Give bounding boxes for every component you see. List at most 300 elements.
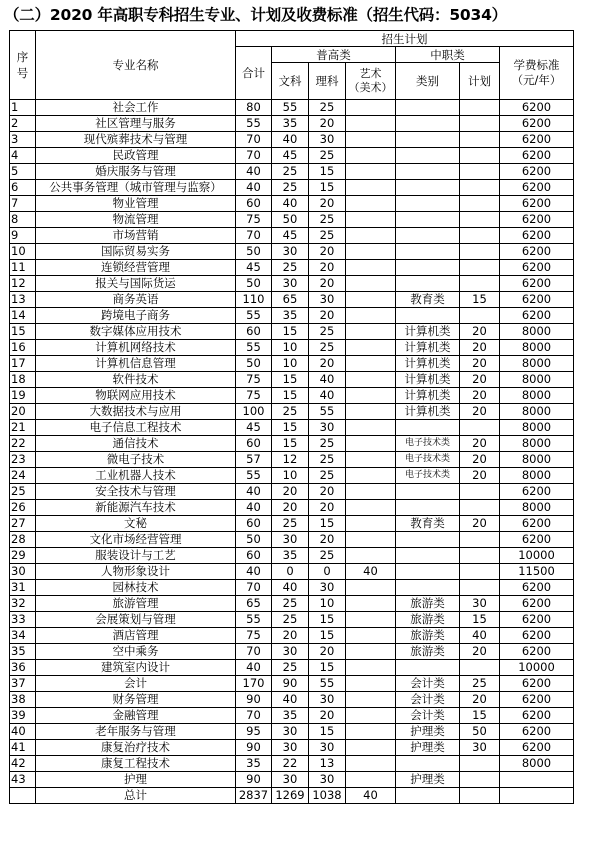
cell-category	[396, 276, 460, 292]
cell-major: 会计	[36, 676, 236, 692]
cell-voc-plan	[460, 132, 500, 148]
table-row	[10, 660, 574, 676]
cell-seq: 24	[10, 468, 36, 484]
cell-voc-plan	[460, 420, 500, 436]
cell-category	[396, 756, 460, 772]
table-row	[10, 388, 574, 404]
cell-category	[396, 580, 460, 596]
cell-major: 文秘	[36, 516, 236, 532]
cell-liberal: 10	[272, 468, 309, 484]
cell-total: 55	[236, 340, 272, 356]
cell-total: 90	[236, 772, 272, 788]
cell-seq	[10, 788, 36, 804]
cell-liberal: 45	[272, 148, 309, 164]
cell-seq: 31	[10, 580, 36, 596]
cell-total: 60	[236, 436, 272, 452]
cell-major: 酒店管理	[36, 628, 236, 644]
cell-fee: 8000	[500, 452, 574, 468]
cell-science: 15	[309, 724, 346, 740]
cell-science: 25	[309, 212, 346, 228]
cell-art	[346, 148, 396, 164]
table-row	[10, 532, 574, 548]
cell-science: 30	[309, 580, 346, 596]
cell-liberal: 40	[272, 132, 309, 148]
cell-art	[346, 580, 396, 596]
cell-major: 数字媒体应用技术	[36, 324, 236, 340]
cell-science: 30	[309, 692, 346, 708]
cell-art	[346, 452, 396, 468]
cell-science: 20	[309, 356, 346, 372]
cell-voc-plan	[460, 756, 500, 772]
table-row	[10, 548, 574, 564]
cell-seq: 3	[10, 132, 36, 148]
cell-art	[346, 692, 396, 708]
table-row	[10, 452, 574, 468]
cell-art	[346, 228, 396, 244]
cell-art	[346, 548, 396, 564]
cell-liberal: 15	[272, 388, 309, 404]
cell-voc-plan	[460, 660, 500, 676]
cell-category: 会计类	[396, 676, 460, 692]
cell-seq: 36	[10, 660, 36, 676]
cell-voc-plan	[460, 484, 500, 500]
cell-liberal: 12	[272, 452, 309, 468]
table-row	[10, 116, 574, 132]
cell-art: 40	[346, 564, 396, 580]
cell-total: 70	[236, 644, 272, 660]
table-row	[10, 324, 574, 340]
cell-seq: 17	[10, 356, 36, 372]
cell-category: 护理类	[396, 724, 460, 740]
header-voc-plan: 计划	[460, 63, 500, 100]
cell-fee: 6200	[500, 148, 574, 164]
cell-fee: 6200	[500, 292, 574, 308]
cell-fee: 6200	[500, 628, 574, 644]
table-row	[10, 228, 574, 244]
cell-major: 微电子技术	[36, 452, 236, 468]
cell-voc-plan: 20	[460, 388, 500, 404]
cell-seq: 32	[10, 596, 36, 612]
cell-art	[346, 660, 396, 676]
cell-total: 70	[236, 148, 272, 164]
cell-seq: 6	[10, 180, 36, 196]
cell-total: 95	[236, 724, 272, 740]
cell-total: 75	[236, 212, 272, 228]
cell-total: 50	[236, 276, 272, 292]
cell-total: 55	[236, 116, 272, 132]
table-row	[10, 260, 574, 276]
cell-science: 20	[309, 308, 346, 324]
cell-art	[346, 244, 396, 260]
cell-major: 服装设计与工艺	[36, 548, 236, 564]
cell-art	[346, 372, 396, 388]
cell-science: 15	[309, 180, 346, 196]
cell-major: 商务英语	[36, 292, 236, 308]
cell-liberal: 35	[272, 548, 309, 564]
cell-major: 国际贸易实务	[36, 244, 236, 260]
cell-category: 教育类	[396, 516, 460, 532]
cell-voc-plan: 20	[460, 404, 500, 420]
table-row	[10, 612, 574, 628]
cell-fee: 8000	[500, 756, 574, 772]
cell-category: 电子技术类	[396, 452, 460, 468]
cell-science: 20	[309, 532, 346, 548]
cell-fee: 6200	[500, 228, 574, 244]
header-seq: 序 号	[10, 31, 36, 100]
header-general: 普高类	[272, 47, 396, 63]
cell-science: 20	[309, 276, 346, 292]
cell-total: 35	[236, 756, 272, 772]
cell-seq: 11	[10, 260, 36, 276]
cell-fee: 10000	[500, 548, 574, 564]
cell-art	[346, 132, 396, 148]
cell-fee: 10000	[500, 660, 574, 676]
table-row	[10, 676, 574, 692]
cell-fee: 6200	[500, 132, 574, 148]
cell-liberal: 10	[272, 340, 309, 356]
cell-fee: 6200	[500, 740, 574, 756]
cell-voc-plan	[460, 500, 500, 516]
cell-fee: 6200	[500, 308, 574, 324]
cell-major: 跨境电子商务	[36, 308, 236, 324]
cell-liberal: 15	[272, 436, 309, 452]
cell-major: 公共事务管理（城市管理与监察）	[36, 180, 236, 196]
cell-seq: 27	[10, 516, 36, 532]
cell-art	[346, 100, 396, 116]
table-row	[10, 580, 574, 596]
cell-seq: 40	[10, 724, 36, 740]
cell-fee: 8000	[500, 468, 574, 484]
cell-voc-plan: 40	[460, 628, 500, 644]
cell-major: 文化市场经营管理	[36, 532, 236, 548]
cell-science: 13	[309, 756, 346, 772]
cell-total: 70	[236, 228, 272, 244]
cell-category: 电子技术类	[396, 436, 460, 452]
cell-total: 75	[236, 388, 272, 404]
table-row	[10, 164, 574, 180]
cell-total: 57	[236, 452, 272, 468]
cell-liberal: 30	[272, 276, 309, 292]
cell-voc-plan	[460, 244, 500, 260]
cell-art	[346, 308, 396, 324]
cell-liberal: 30	[272, 724, 309, 740]
cell-art	[346, 596, 396, 612]
total-art: 40	[346, 788, 396, 804]
cell-voc-plan: 15	[460, 292, 500, 308]
header-liberal: 文科	[272, 63, 309, 100]
cell-category	[396, 148, 460, 164]
cell-voc-plan	[460, 788, 500, 804]
cell-science: 40	[309, 388, 346, 404]
cell-category	[396, 484, 460, 500]
cell-liberal: 30	[272, 772, 309, 788]
cell-liberal: 55	[272, 100, 309, 116]
total-liberal: 1269	[272, 788, 309, 804]
cell-category: 护理类	[396, 772, 460, 788]
cell-category: 电子技术类	[396, 468, 460, 484]
cell-science: 20	[309, 196, 346, 212]
cell-science: 0	[309, 564, 346, 580]
cell-major: 工业机器人技术	[36, 468, 236, 484]
cell-fee: 8000	[500, 500, 574, 516]
cell-voc-plan: 15	[460, 612, 500, 628]
cell-category: 计算机类	[396, 372, 460, 388]
enrollment-table	[9, 30, 574, 804]
cell-art	[346, 676, 396, 692]
table-row	[10, 436, 574, 452]
cell-voc-plan	[460, 276, 500, 292]
page-title: （二）2020 年高职专科招生专业、计划及收费标准（招生代码：5034）	[4, 6, 507, 24]
cell-art	[346, 292, 396, 308]
cell-voc-plan	[460, 228, 500, 244]
cell-total: 75	[236, 372, 272, 388]
cell-seq: 42	[10, 756, 36, 772]
cell-art	[346, 468, 396, 484]
cell-fee: 8000	[500, 420, 574, 436]
cell-seq: 18	[10, 372, 36, 388]
cell-science: 25	[309, 324, 346, 340]
cell-category	[396, 308, 460, 324]
header-fee: 学费标准 （元/年）	[500, 47, 574, 100]
cell-category	[396, 116, 460, 132]
cell-category	[396, 244, 460, 260]
cell-science: 25	[309, 340, 346, 356]
table-row	[10, 372, 574, 388]
cell-science: 30	[309, 420, 346, 436]
table-row	[10, 100, 574, 116]
cell-liberal: 25	[272, 404, 309, 420]
cell-major: 物流管理	[36, 212, 236, 228]
cell-art	[346, 500, 396, 516]
cell-liberal: 15	[272, 324, 309, 340]
cell-fee: 6200	[500, 596, 574, 612]
cell-total: 90	[236, 740, 272, 756]
cell-seq: 7	[10, 196, 36, 212]
table-row	[10, 756, 574, 772]
table-row	[10, 356, 574, 372]
cell-voc-plan: 30	[460, 740, 500, 756]
header-category: 类别	[396, 63, 460, 100]
cell-category	[396, 228, 460, 244]
cell-major: 民政管理	[36, 148, 236, 164]
cell-liberal: 25	[272, 660, 309, 676]
cell-liberal: 25	[272, 180, 309, 196]
cell-category: 旅游类	[396, 596, 460, 612]
cell-category	[396, 212, 460, 228]
total-science: 1038	[309, 788, 346, 804]
table-row	[10, 564, 574, 580]
cell-art	[346, 116, 396, 132]
cell-art	[346, 356, 396, 372]
cell-major: 大数据技术与应用	[36, 404, 236, 420]
table-row	[10, 404, 574, 420]
cell-major: 现代殡葬技术与管理	[36, 132, 236, 148]
cell-liberal: 35	[272, 116, 309, 132]
cell-science: 25	[309, 452, 346, 468]
cell-seq: 35	[10, 644, 36, 660]
cell-category	[396, 500, 460, 516]
cell-major: 市场营销	[36, 228, 236, 244]
cell-liberal: 50	[272, 212, 309, 228]
cell-major: 老年服务与管理	[36, 724, 236, 740]
cell-science: 15	[309, 628, 346, 644]
cell-seq: 16	[10, 340, 36, 356]
cell-liberal: 0	[272, 564, 309, 580]
cell-fee	[500, 772, 574, 788]
cell-major: 安全技术与管理	[36, 484, 236, 500]
cell-major: 旅游管理	[36, 596, 236, 612]
cell-total: 100	[236, 404, 272, 420]
cell-major: 人物形象设计	[36, 564, 236, 580]
cell-seq: 38	[10, 692, 36, 708]
cell-seq: 21	[10, 420, 36, 436]
cell-art	[346, 340, 396, 356]
cell-liberal: 15	[272, 420, 309, 436]
cell-fee: 8000	[500, 404, 574, 420]
cell-science: 20	[309, 244, 346, 260]
table-row	[10, 244, 574, 260]
cell-voc-plan: 20	[460, 372, 500, 388]
cell-liberal: 30	[272, 532, 309, 548]
table-row	[10, 148, 574, 164]
cell-art	[346, 404, 396, 420]
cell-major: 护理	[36, 772, 236, 788]
cell-science: 25	[309, 548, 346, 564]
cell-seq: 34	[10, 628, 36, 644]
cell-major: 新能源汽车技术	[36, 500, 236, 516]
table-row	[10, 308, 574, 324]
cell-voc-plan	[460, 548, 500, 564]
cell-voc-plan	[460, 772, 500, 788]
cell-liberal: 35	[272, 308, 309, 324]
cell-seq: 37	[10, 676, 36, 692]
cell-category	[396, 180, 460, 196]
cell-science: 55	[309, 676, 346, 692]
cell-fee: 6200	[500, 644, 574, 660]
cell-fee: 6200	[500, 196, 574, 212]
table-row	[10, 644, 574, 660]
cell-voc-plan	[460, 100, 500, 116]
cell-science: 55	[309, 404, 346, 420]
cell-voc-plan: 20	[460, 356, 500, 372]
cell-total: 75	[236, 628, 272, 644]
cell-total: 40	[236, 180, 272, 196]
cell-total: 70	[236, 132, 272, 148]
table-row	[10, 212, 574, 228]
cell-seq: 5	[10, 164, 36, 180]
cell-category	[396, 196, 460, 212]
cell-liberal: 40	[272, 692, 309, 708]
cell-total: 45	[236, 420, 272, 436]
cell-art	[346, 772, 396, 788]
cell-major: 通信技术	[36, 436, 236, 452]
cell-art	[346, 740, 396, 756]
cell-fee: 8000	[500, 436, 574, 452]
cell-art	[346, 532, 396, 548]
cell-seq: 25	[10, 484, 36, 500]
cell-total: 60	[236, 196, 272, 212]
cell-seq: 4	[10, 148, 36, 164]
cell-category: 护理类	[396, 740, 460, 756]
cell-fee: 6200	[500, 212, 574, 228]
cell-fee: 6200	[500, 676, 574, 692]
cell-category: 计算机类	[396, 324, 460, 340]
cell-liberal: 40	[272, 196, 309, 212]
total-total: 2837	[236, 788, 272, 804]
cell-fee: 6200	[500, 484, 574, 500]
cell-category: 计算机类	[396, 388, 460, 404]
cell-fee: 6200	[500, 180, 574, 196]
cell-science: 20	[309, 484, 346, 500]
cell-total: 55	[236, 468, 272, 484]
table-row	[10, 276, 574, 292]
cell-science: 25	[309, 100, 346, 116]
cell-fee: 6200	[500, 724, 574, 740]
cell-voc-plan	[460, 164, 500, 180]
cell-seq: 29	[10, 548, 36, 564]
cell-fee: 6200	[500, 532, 574, 548]
cell-art	[346, 324, 396, 340]
cell-seq: 26	[10, 500, 36, 516]
cell-liberal: 22	[272, 756, 309, 772]
cell-seq: 12	[10, 276, 36, 292]
cell-category: 教育类	[396, 292, 460, 308]
cell-category: 旅游类	[396, 612, 460, 628]
cell-major: 康复工程技术	[36, 756, 236, 772]
cell-fee: 11500	[500, 564, 574, 580]
cell-category	[396, 164, 460, 180]
cell-fee: 6200	[500, 116, 574, 132]
header-art: 艺术 （美术）	[346, 63, 396, 100]
cell-voc-plan: 15	[460, 708, 500, 724]
cell-science: 20	[309, 500, 346, 516]
cell-fee: 8000	[500, 372, 574, 388]
cell-voc-plan: 20	[460, 516, 500, 532]
table-row	[10, 292, 574, 308]
table-row	[10, 516, 574, 532]
cell-total: 50	[236, 244, 272, 260]
cell-total: 60	[236, 516, 272, 532]
cell-major: 社区管理与服务	[36, 116, 236, 132]
cell-science: 20	[309, 116, 346, 132]
cell-fee: 6200	[500, 516, 574, 532]
cell-seq: 10	[10, 244, 36, 260]
cell-category: 旅游类	[396, 644, 460, 660]
cell-voc-plan	[460, 196, 500, 212]
cell-category	[396, 564, 460, 580]
cell-total: 50	[236, 356, 272, 372]
cell-science: 30	[309, 740, 346, 756]
cell-category	[396, 100, 460, 116]
cell-art	[346, 516, 396, 532]
cell-art	[346, 644, 396, 660]
cell-voc-plan	[460, 308, 500, 324]
header-science: 理科	[309, 63, 346, 100]
cell-major: 软件技术	[36, 372, 236, 388]
cell-seq: 14	[10, 308, 36, 324]
cell-voc-plan	[460, 116, 500, 132]
table-row	[10, 196, 574, 212]
cell-art	[346, 756, 396, 772]
cell-total: 40	[236, 564, 272, 580]
cell-category	[396, 548, 460, 564]
cell-seq: 19	[10, 388, 36, 404]
cell-total: 55	[236, 308, 272, 324]
cell-voc-plan	[460, 260, 500, 276]
cell-voc-plan: 20	[460, 324, 500, 340]
cell-category	[396, 788, 460, 804]
cell-science: 25	[309, 148, 346, 164]
